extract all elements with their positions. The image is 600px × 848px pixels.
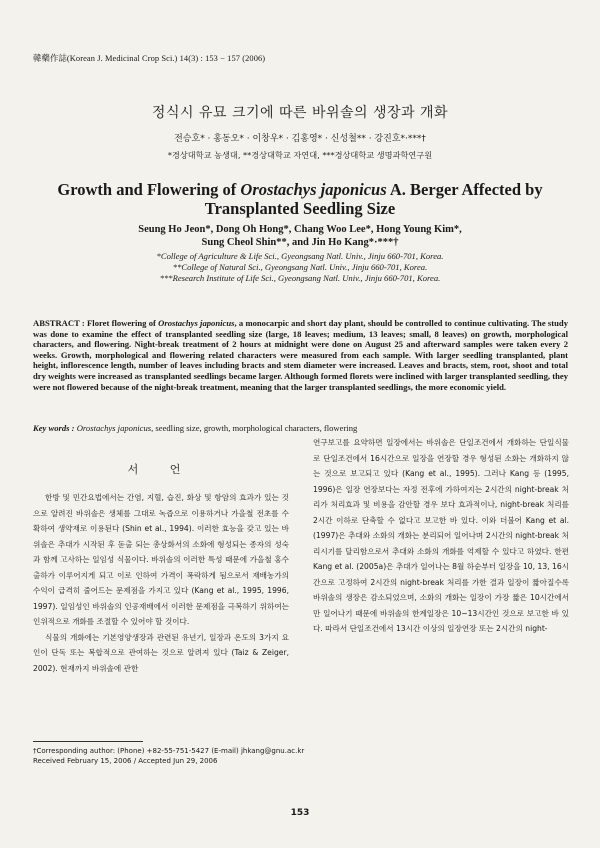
affiliation-line: *College of Agriculture & Life Sci., Gyeongsang Natl. Univ., Jinju 660-701, Korea. bbox=[156, 251, 444, 261]
footnote-divider bbox=[33, 741, 143, 742]
abstract bbox=[33, 318, 568, 392]
journal-citation: 韓藥作誌(Korean J. Medicinal Crop Sci.) 14(3) : 153 − 157 (2006) bbox=[33, 54, 266, 63]
title-part: Growth and Flowering of bbox=[57, 180, 241, 199]
abstract-species: Orostachys japonicus bbox=[158, 318, 235, 328]
footnote-corresponding: †Corresponding author: (Phone) +82-55-751-5427 (E-mail) jhkang@gnu.ac.kr bbox=[33, 747, 305, 755]
english-title bbox=[40, 180, 560, 218]
korean-affiliations: *경상대학교 농생대, **경상대학교 자연대, ***경상대학교 생명과학연구원 bbox=[167, 150, 433, 160]
authors-line: Seung Ho Jeon*, Dong Oh Hong*, Chang Woo Lee*, Hong Young Kim*, bbox=[138, 224, 462, 235]
footnote-received: Received February 15, 2006 / Accepted Jun 29, 2006 bbox=[33, 757, 218, 765]
abstract-text: , a monocarpic and short day plant, should be controlled to continue cultivating. The study was done to examine the effect of transplanted seedling size (large, 18 leaves; medium, 13 leaves; small, 8 leaves) on growth, morphological characters, and flowering. Night-break treatment of 2 hours at midnight were done on August 25 and afterward samples were taken every 2 weeks. Growth, morphological and flowering related characters were measured from each sample. With larger seedling transplanted, plant height, inflorescence length, number of leaves including bracts and stem diameter were increased. Leaves and bracts, stem, root, shoot and total dry weights were increased as transplanted seedlings became larger. Although formed florets were inclined with larger transplanted seedling, they were not flowered because of the night-break treatment, meaning that the larger transplanted seedlings, the more economic yield. bbox=[33, 318, 568, 392]
body-paragraph: 식물의 개화에는 기본영양생장과 관련된 유년기, 일장과 온도의 3가지 요인이 단독 또는 복합적으로 관여하는 것으로 알려져 있다 (Taiz & Zeiger, 2002). 현재까지 바위솔에 관한 bbox=[33, 632, 289, 673]
abstract-text: Floret flowering of bbox=[84, 318, 159, 328]
keywords bbox=[33, 423, 568, 434]
body-paragraph: 한방 및 민간요법에서는 간염, 지혈, 습진, 화상 및 항암의 효과가 있는 것으로 알려진 바위솔은 생체를 그대로 녹즙으로 이용하거나 가을철 전초를 수확하여 생약재로 이용된다 (Shin et al., 1994). 이러한 효능을 갖고 있는 바위솔은 추대가 시작된 후 돋출 되는 총상화서의 소화에 형성되는 종자의 성숙과 함께 고사하는 일임성 식물이다. 바위솔의 이러한 특성 때문에 가을철 홍수출하가 이루어지게 되고 이로 인하여 가격이 폭락하게 됨으로서 재배농가의 수익이 급격히 줄어드는 문제점을 가지고 있다 (Kang et al., 1995, 1996, 1997). 일임성인 바위솔의 인공재배에서 이러한 문제점을 극복하기 위하여는 인위적으로 개화를 조절할 수 있어야 할 것이다. bbox=[33, 493, 289, 626]
korean-authors: 전승호* · 홍동오* · 이창우* · 김홍영* · 신성철** · 강진호*·***† bbox=[174, 134, 426, 144]
body-paragraph: 연구보고를 요약하면 일장에서는 바위솔은 단일조건에서 개화하는 단일식물로 단일조건에서 16시간으로 일장을 연장할 경우 형성된 소화는 개화하지 않는 것으로 보고되고 있다 (Kang et al., 1995). 그러나 Kang 등 (1995, 1996)은 일장 연장보다는 자정 전후에 가하여지는 2시간의 night-break 처리가 처리효과 및 비용을 감안할 경우 보다 효과적이나, night-break 처리를 2시간 이하로 단축할 수 없다고 보고한 바 있다. 이와 더불어 Kang et al. (1997)은 추대와 소화의 개화는 분리되어 일어나며 2시간의 night-break 처리시기를 달리함으로서 추대와 소화의 개화를 억제할 수 있다고 하였다. 한편 Kang et al. (2005a)은 추대가 일어나는 8월 하순부터 일장을 10, 13, 16시간으로 고정하여 2시간의 night-break 처리를 가한 결과 일장이 짧아질수록 바위솔의 생장은 감소되었으며, 소화의 개화는 일장이 가장 짧은 10시간에서만 일어나기 때문에 바위솔의 한계일장은 10~13시간인 것으로 보고한 바 있다. 따라서 단일조건에서 13시간 이상의 일장연장 또는 2시간의 night- bbox=[313, 438, 569, 633]
keywords-text: , seedling size, growth, morphological characters, flowering bbox=[151, 423, 358, 433]
authors-line: Sung Cheol Shin**, and Jin Ho Kang*·***† bbox=[201, 237, 399, 248]
abstract-label: ABSTRACT : bbox=[33, 318, 85, 328]
title-part: Transplanted Seedling Size bbox=[204, 199, 396, 218]
english-authors bbox=[40, 223, 560, 249]
affiliation-line: **College of Natural Sci., Gyeongsang Natl. Univ., Jinju 660-701, Korea. bbox=[172, 262, 428, 272]
english-affiliations bbox=[40, 251, 560, 284]
page-number: 153 bbox=[290, 808, 310, 818]
keywords-label: Key words : bbox=[33, 423, 75, 433]
affiliation-line: ***Research Institute of Life Sci., Gyeongsang Natl. Univ., Jinju 660-701, Korea. bbox=[159, 273, 441, 283]
right-column bbox=[313, 435, 569, 637]
keywords-species: Orostachys japonicus bbox=[76, 423, 152, 433]
title-species: Orostachys japonicus bbox=[240, 180, 387, 199]
section-heading-introduction: 서 언 bbox=[127, 463, 195, 476]
footnote bbox=[33, 746, 333, 766]
title-part: A. Berger Affected by bbox=[386, 180, 543, 199]
korean-title: 정식시 유묘 크기에 따른 바위솔의 생장과 개화 bbox=[151, 105, 449, 121]
left-column bbox=[33, 490, 289, 676]
